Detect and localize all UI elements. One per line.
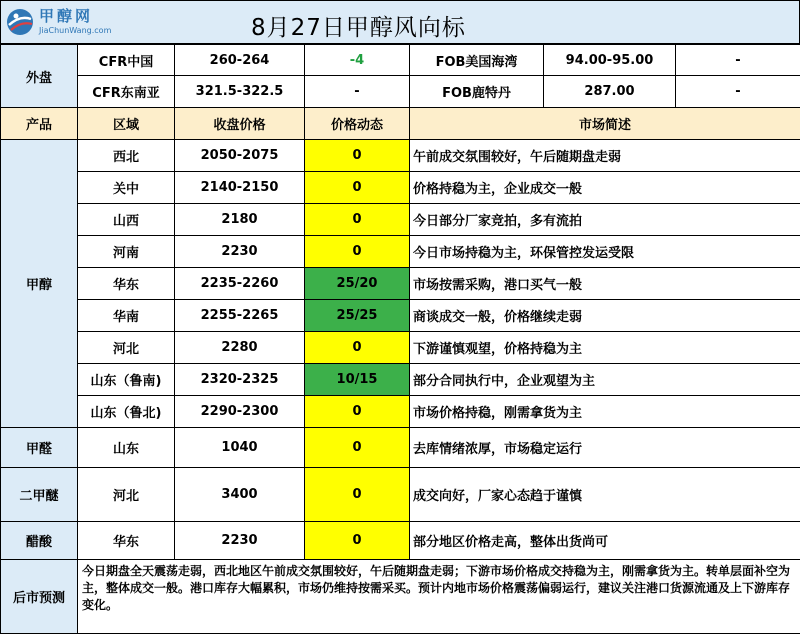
table-row [1,236,800,268]
change-cell: 0 [305,468,410,522]
external-price: 260-264 [175,45,305,76]
external-price: 287.00 [544,76,676,108]
price-cell: 2280 [175,332,305,364]
change-cell: 0 [305,332,410,364]
price-cell: 2255-2265 [175,300,305,332]
external-name: FOB美国海湾 [410,45,544,76]
price-table [0,44,800,634]
region-cell: 华东 [78,522,175,560]
group-label-product: 甲醛 [1,428,78,468]
external-row [1,45,800,76]
external-name: CFR中国 [78,45,175,76]
group-label-product: 醋酸 [1,522,78,560]
external-change: -4 [305,45,410,76]
region-cell: 关中 [78,172,175,204]
group-label-external: 外盘 [1,45,78,108]
region-cell: 西北 [78,140,175,172]
comment-cell: 市场按需采购，港口买气一般 [410,268,800,300]
price-cell: 2290-2300 [175,396,305,428]
change-cell: 25/20 [305,268,410,300]
table-row [1,396,800,428]
region-cell: 山东 [78,428,175,468]
table-row [1,428,800,468]
external-change: - [676,76,800,108]
external-price: 94.00-95.00 [544,45,676,76]
table-row [1,364,800,396]
group-label-forecast: 后市预测 [1,560,78,634]
region-cell: 河北 [78,468,175,522]
change-cell: 0 [305,204,410,236]
table-row [1,300,800,332]
comment-cell: 下游谨慎观望，价格持稳为主 [410,332,800,364]
table-row [1,204,800,236]
comment-cell: 今日市场持稳为主，环保管控发运受限 [410,236,800,268]
price-cell: 3400 [175,468,305,522]
report-banner [0,0,800,44]
group-label-product: 二甲醚 [1,468,78,522]
table-row [1,172,800,204]
region-cell: 山东（鲁南) [78,364,175,396]
region-cell: 华南 [78,300,175,332]
site-logo[interactable] [5,3,115,41]
brand-name: 甲醇网 [39,7,94,25]
price-cell: 2050-2075 [175,140,305,172]
price-cell: 2235-2260 [175,268,305,300]
region-cell: 河南 [78,236,175,268]
price-cell: 2140-2150 [175,172,305,204]
column-header-row [1,108,800,140]
comment-cell: 部分合同执行中，企业观望为主 [410,364,800,396]
globe-logo-icon [5,7,35,37]
change-cell: 0 [305,428,410,468]
change-cell: 10/15 [305,364,410,396]
change-cell: 0 [305,522,410,560]
table-row [1,140,800,172]
comment-cell: 部分地区价格走高，整体出货尚可 [410,522,800,560]
table-row [1,332,800,364]
page-title: 8月27日甲醇风向标 [251,15,466,41]
external-row [1,76,800,108]
comment-cell: 午前成交氛围较好，午后随期盘走弱 [410,140,800,172]
price-cell: 2180 [175,204,305,236]
table-row [1,522,800,560]
external-change: - [305,76,410,108]
comment-cell: 商谈成交一般，价格继续走弱 [410,300,800,332]
forecast-text: 今日期盘全天震荡走弱，西北地区午前成交氛围较好，午后随期盘走弱；下游市场价格成交持稳为主，刚需拿货为主。转单层面补空为主，整体成交一般。港口库存大幅累积，市场仍维持按需采买。预计内地市场价格震荡偏弱运行，建议关注港口货源流通及上下游库存变化。 [78,560,800,634]
region-cell: 山东（鲁北) [78,396,175,428]
price-cell: 2230 [175,236,305,268]
column-header-price: 收盘价格 [175,108,305,140]
forecast-row [1,560,800,634]
external-change: - [676,45,800,76]
external-name: FOB鹿特丹 [410,76,544,108]
change-cell: 0 [305,236,410,268]
comment-cell: 去库情绪浓厚，市场稳定运行 [410,428,800,468]
comment-cell: 价格持稳为主，企业成交一般 [410,172,800,204]
price-cell: 2320-2325 [175,364,305,396]
comment-cell: 成交向好，厂家心态趋于谨慎 [410,468,800,522]
price-cell: 2230 [175,522,305,560]
change-cell: 0 [305,140,410,172]
price-cell: 1040 [175,428,305,468]
region-cell: 河北 [78,332,175,364]
region-cell: 华东 [78,268,175,300]
change-cell: 0 [305,396,410,428]
brand-url: JiaChunWang.com [39,26,112,35]
column-header-change: 价格动态 [305,108,410,140]
external-name: CFR东南亚 [78,76,175,108]
external-price: 321.5-322.5 [175,76,305,108]
change-cell: 25/25 [305,300,410,332]
region-cell: 山西 [78,204,175,236]
column-header-product: 产品 [1,108,78,140]
column-header-comment: 市场简述 [410,108,800,140]
column-header-region: 区域 [78,108,175,140]
comment-cell: 今日部分厂家竞拍，多有流拍 [410,204,800,236]
change-cell: 0 [305,172,410,204]
group-label-methanol: 甲醇 [1,140,78,428]
table-row [1,268,800,300]
table-row [1,468,800,522]
comment-cell: 市场价格持稳，刚需拿货为主 [410,396,800,428]
